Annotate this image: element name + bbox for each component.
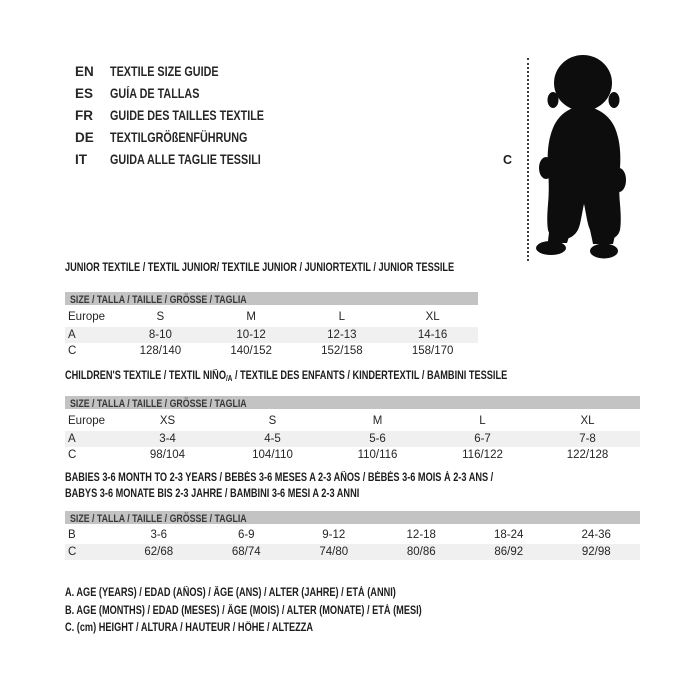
- table-cell: 68/74: [231, 546, 261, 558]
- language-list: [75, 60, 303, 170]
- table-cell: 128/140: [139, 345, 182, 357]
- language-label: TEXTILGRÖßENFÜHRUNG: [110, 129, 248, 145]
- table-cell: XL: [580, 414, 595, 427]
- table-cell: M: [246, 310, 256, 323]
- babies-section: [65, 472, 640, 560]
- table-cell: 116/122: [462, 449, 503, 461]
- table-cell: 158/170: [411, 345, 454, 357]
- babies-title: BABIES 3-6 MONTH TO 2-3 YEARS / BEBÉS 3-6 MESES A 2-3 AÑOS / BÉBÉS 3-6 MOIS À 2-3 ANS / BABYS 3-6 MONATE BIS 2-3 JAHRE / BAMBINI 3-6 MESI A 2-3 ANNI: [65, 472, 494, 500]
- table-cell: S: [156, 310, 165, 323]
- size-bar-label: SIZE / TALLA / TAILLE / GRÖSSE / TAGLIA: [70, 398, 247, 410]
- row-label: B: [68, 528, 76, 541]
- table-cell: 10-12: [236, 329, 266, 341]
- language-row-en: [75, 60, 303, 82]
- table-cell: 12-18: [406, 528, 436, 541]
- language-label: GUIDA ALLE TAGLIE TESSILI: [110, 151, 261, 167]
- table-cell: 104/110: [252, 449, 293, 461]
- table-row-b: [65, 525, 640, 544]
- size-bar: [65, 292, 478, 305]
- table-row-c: [65, 544, 640, 560]
- table-cell: 62/68: [144, 546, 174, 558]
- language-code: EN: [75, 63, 94, 79]
- language-label: TEXTILE SIZE GUIDE: [110, 63, 219, 79]
- baby-figure: [500, 50, 645, 268]
- table-cell: 9-12: [322, 528, 346, 541]
- language-row-it: [75, 148, 303, 170]
- language-code: DE: [75, 129, 94, 145]
- size-bar-label: SIZE / TALLA / TAILLE / GRÖSSE / TAGLIA: [70, 294, 247, 306]
- table-cell: M: [372, 414, 383, 427]
- language-code: FR: [75, 107, 93, 123]
- table-cell: L: [479, 414, 486, 427]
- table-row-c: [65, 447, 640, 463]
- table-cell: XL: [425, 310, 440, 323]
- table-cell: 6-9: [237, 528, 255, 541]
- children-title: CHILDREN'S TEXTILE / TEXTIL $NIÑO_{/A}$ / TEXTILE DES ENFANTS / KINDERTEXTIL / BAMBINI TESSILE: [65, 370, 508, 383]
- language-code: ES: [75, 85, 94, 101]
- table-cell: 6-7: [474, 433, 491, 445]
- footnote-b: B. AGE (MONTHS) / EDAD (MESES) / ÂGE (MOIS) / ALTER (MONATE) / ETÀ (MESI): [65, 604, 422, 617]
- footnotes: [65, 585, 511, 638]
- table-cell: 3-4: [159, 433, 176, 445]
- table-cell: L: [338, 310, 346, 323]
- table-cell: 80/86: [406, 546, 436, 558]
- table-cell: 110/116: [357, 449, 398, 461]
- table-row-a: [65, 431, 640, 447]
- junior-section: [65, 262, 478, 359]
- children-section: [65, 370, 640, 463]
- row-label: A: [68, 433, 76, 445]
- row-label: C: [68, 449, 77, 461]
- language-label: GUÍA DE TALLAS: [110, 85, 200, 101]
- size-bar: [65, 511, 640, 524]
- language-row-fr: [75, 104, 303, 126]
- table-row-europe: [65, 410, 640, 431]
- row-label: C: [68, 546, 77, 558]
- row-label: A: [68, 329, 76, 341]
- table-cell: 8-10: [148, 329, 172, 341]
- table-cell: 4-5: [264, 433, 281, 445]
- table-cell: 18-24: [494, 528, 524, 541]
- row-label: Europe: [68, 414, 106, 427]
- table-cell: 92/98: [581, 546, 611, 558]
- table-cell: 98/104: [149, 449, 186, 461]
- row-label: Europe: [68, 310, 106, 323]
- language-row-de: [75, 126, 303, 148]
- height-measure-line: [527, 58, 529, 261]
- table-cell: 74/80: [319, 546, 349, 558]
- table-cell: 12-13: [327, 329, 357, 341]
- table-cell: 140/152: [230, 345, 272, 357]
- language-row-es: [75, 82, 303, 104]
- table-cell: 86/92: [494, 546, 524, 558]
- table-row-europe: [65, 306, 478, 327]
- table-cell: 3-6: [150, 528, 168, 541]
- language-label: GUIDE DES TAILLES TEXTILE: [110, 107, 265, 123]
- footnote-a: A. AGE (YEARS) / EDAD (AÑOS) / ÂGE (ANS) / ALTER (JAHRE) / ETÀ (ANNI): [65, 587, 396, 599]
- table-cell: 7-8: [579, 433, 596, 445]
- row-label: C: [68, 345, 77, 357]
- table-cell: S: [268, 414, 277, 427]
- footnote-c: C. (cm) HEIGHT / ALTURA / HAUTEUR / HÖHE / ALTEZZA: [65, 622, 314, 634]
- table-cell: 122/128: [566, 449, 609, 461]
- table-cell: 5-6: [369, 433, 386, 445]
- table-cell: 14-16: [417, 329, 448, 341]
- table-row-a: [65, 327, 478, 343]
- baby-silhouette: [534, 52, 635, 263]
- size-bar: [65, 396, 640, 409]
- junior-title: JUNIOR TEXTILE / TEXTIL JUNIOR/ TEXTILE JUNIOR / JUNIORTEXTIL / JUNIOR TESSILE: [65, 262, 455, 274]
- table-row-c: [65, 343, 478, 359]
- table-cell: 152/158: [321, 345, 363, 357]
- table-cell: XS: [159, 414, 176, 427]
- language-code: IT: [75, 151, 87, 167]
- height-measure-label: C: [503, 153, 513, 167]
- size-bar-label: SIZE / TALLA / TAILLE / GRÖSSE / TAGLIA: [70, 513, 247, 525]
- table-cell: 24-36: [581, 528, 611, 541]
